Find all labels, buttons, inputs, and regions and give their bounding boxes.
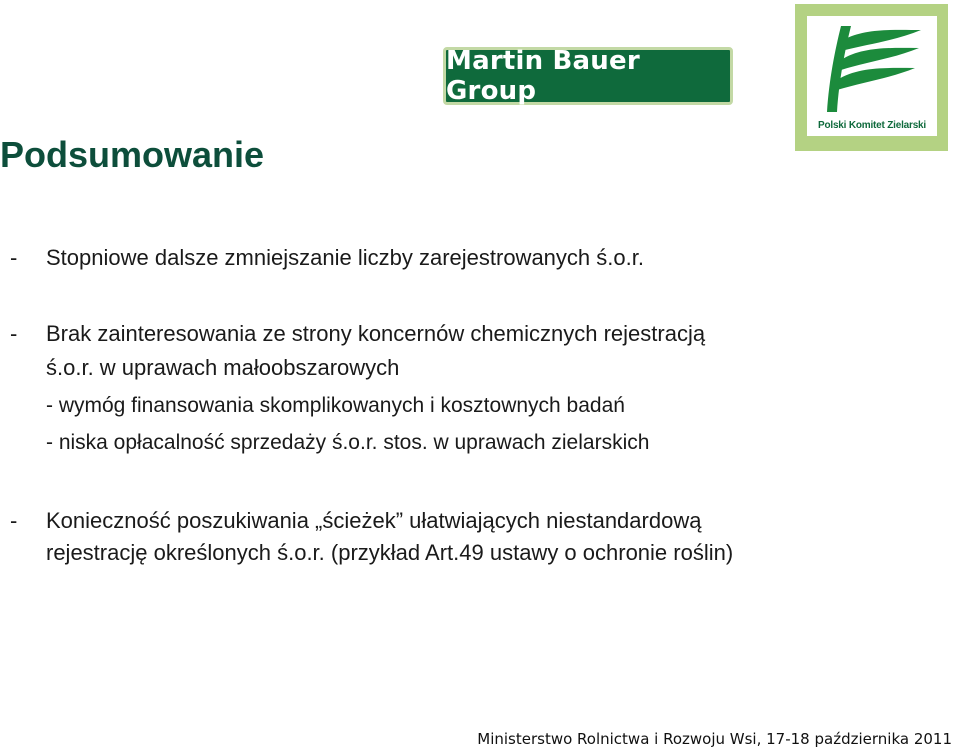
logo-text: Martin Bauer Group <box>446 46 640 106</box>
bullet-text: Brak zainteresowania ze strony koncernów chemicznych rejestracją <box>46 321 706 346</box>
bullet-text: Stopniowe dalsze zmniejszanie liczby zarejestrowanych ś.o.r. <box>46 245 644 270</box>
bullet-dash: - <box>10 245 18 270</box>
herb-leaf-icon <box>815 20 927 116</box>
footer-caption: Ministerstwo Rolnictwa i Rozwoju Wsi, 17-18 października 2011 <box>477 730 952 748</box>
bullet-text: Konieczność poszukiwania „ścieżek” ułatwiających niestandardową <box>46 508 702 533</box>
polski-komitet-zielarski-logo <box>795 4 948 151</box>
sub-item: - niska opłacalność sprzedaży ś.o.r. stos. w uprawach zielarskich <box>46 431 650 454</box>
bullet-text-continued: ś.o.r. w uprawach małoobszarowych <box>46 355 400 380</box>
slide-title: Podsumowanie <box>0 134 265 175</box>
sub-item: - wymóg finansowania skomplikowanych i kosztownych badań <box>46 394 625 417</box>
bullet-dash: - <box>10 321 18 346</box>
bullet-text-continued: rejestrację określonych ś.o.r. (przykład Art.49 ustawy o ochronie roślin) <box>46 540 734 565</box>
logo-caption: Polski Komitet Zielarski <box>817 120 927 131</box>
bullet-dash: - <box>10 508 18 533</box>
logo-inner-panel <box>807 16 937 136</box>
martin-bauer-group-logo <box>443 47 733 105</box>
